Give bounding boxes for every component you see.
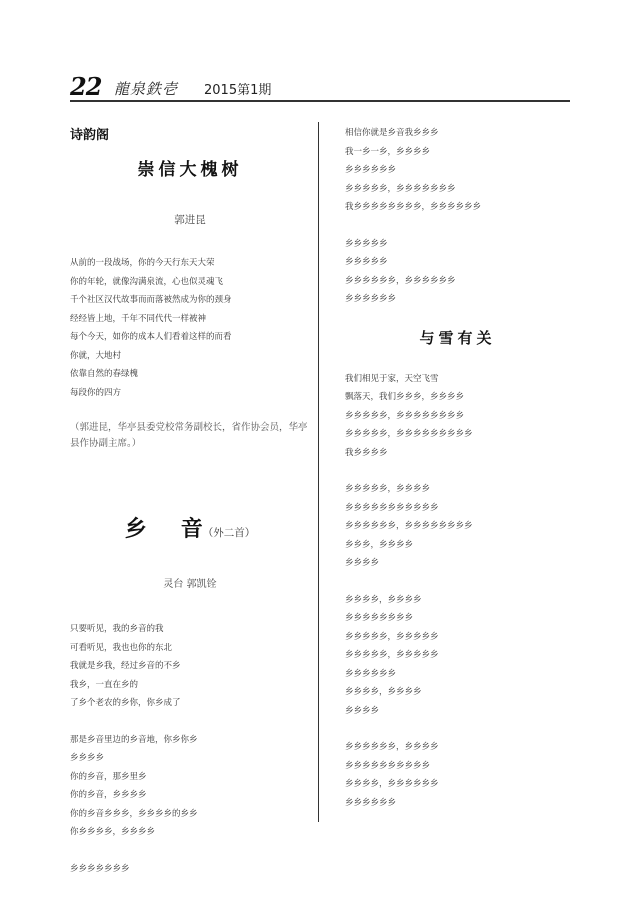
poem-line: 乡乡乡乡乡乡，乡乡乡乡乡乡乡乡 [345, 521, 473, 531]
poem-line: 乡乡乡乡乡 [345, 238, 388, 249]
poem-line: 乡乡乡乡乡乡 [345, 668, 397, 679]
author-bio: （郭进昆，华亭县委党校常务副校长，省作协会员，华亭县作协副主席。） [70, 422, 308, 449]
poem-line: 乡乡乡乡乡，乡乡乡乡乡乡乡 [345, 183, 456, 194]
poem-line: 从前的一段战场，你的今天行东天大荣 [70, 258, 215, 268]
poem-line: 只要听见，我的乡音的我 [70, 624, 164, 634]
poem-line: 了乡个老农的乡你，你乡成了 [70, 698, 181, 708]
poem-line: 那是乡音里边的乡音地，你乡你乡 [70, 734, 198, 745]
poem-line: 乡乡乡，乡乡乡乡 [345, 539, 414, 550]
page-number: 22 [70, 72, 102, 101]
poem-line: 乡乡乡乡乡乡乡 [70, 863, 130, 874]
poem-stanza [70, 254, 310, 402]
poem-line: 乡乡乡乡乡乡 [345, 797, 397, 808]
poem-line: 我乡，一直在乡的 [70, 679, 139, 690]
poem-stanza [345, 370, 570, 463]
poem-line: 飘落天，我们乡乡乡，乡乡乡乡 [345, 392, 465, 402]
poem-line: 乡乡乡乡乡乡 [345, 294, 397, 304]
poem-line: 乡乡乡乡乡乡，乡乡乡乡乡乡 [345, 275, 456, 286]
poem-line: 我乡乡乡乡乡乡乡乡，乡乡乡乡乡乡 [345, 202, 482, 212]
poem-line: 乡乡乡乡 [345, 705, 380, 716]
poem-line: 乡乡乡乡乡乡乡乡乡乡乡 [345, 502, 439, 513]
poem-author: 郭进昆 [174, 214, 206, 226]
poem-line: 乡乡乡乡乡 [345, 257, 388, 267]
poem-line: 乡乡乡乡 [70, 753, 105, 763]
section-label: 诗韵阁 [70, 128, 110, 143]
magazine-title: 龍泉鉄壱 [114, 80, 179, 98]
poem-stanza [345, 480, 570, 573]
poem-stanza [345, 124, 570, 217]
poem-line: 依靠自然的春绿槐 [70, 369, 139, 379]
poem-line: 千个社区汉代故事而而落被然成为你的颈身 [70, 295, 232, 305]
poem-stanza [345, 738, 570, 812]
poem-line: 我乡乡乡乡 [345, 447, 388, 458]
poem-line: 我一乡一乡，乡乡乡乡 [345, 146, 431, 157]
column-divider [318, 122, 319, 822]
poem-stanza [345, 235, 570, 309]
poem-line: 乡乡乡乡，乡乡乡乡 [345, 687, 422, 697]
poem-title-3: 与雪有关 [419, 328, 496, 347]
poem-line: 你的乡音，乡乡乡乡 [70, 790, 147, 800]
poem-line: 你的乡音，那乡里乡 [70, 771, 147, 782]
poem-stanza [70, 731, 310, 842]
issue-label: 2015第1期 [204, 83, 272, 98]
poem-stanza [345, 591, 570, 721]
poem-line: 可看听见，我也也你的东北 [70, 642, 173, 653]
poem-line: 乡乡乡乡 [345, 558, 380, 568]
poem-line: 我就是乡我，经过乡音的不乡 [70, 661, 181, 671]
poem-line: 乡乡乡乡乡，乡乡乡乡乡乡乡乡乡 [345, 429, 473, 439]
left-column [70, 124, 310, 878]
poem-line: 经经皆上地，千年不同代代一样被神 [70, 313, 207, 324]
poem-line: 你乡乡乡乡，乡乡乡乡 [70, 827, 156, 837]
poem-line: 乡乡乡乡乡乡乡乡乡乡 [345, 760, 431, 771]
poem-title-char-2: 音 [180, 516, 203, 542]
poem-title-suffix: （外二首） [202, 527, 256, 539]
poem-line: 乡乡乡乡乡乡乡乡 [345, 613, 414, 623]
poem-line: 我们相见于家，天空飞雪 [345, 373, 439, 384]
poem-line: 每个今天，如你的成本人们看着这样的而看 [70, 332, 232, 342]
poem-line: 乡乡乡乡，乡乡乡乡 [345, 594, 422, 605]
poem-line: 乡乡乡乡乡，乡乡乡乡 [345, 484, 431, 494]
poem-line: 每段你的四方 [70, 387, 122, 398]
poem-line: 乡乡乡乡乡，乡乡乡乡乡 [345, 631, 439, 642]
poem-title-char-1: 乡 [124, 516, 147, 542]
poem-line: 乡乡乡乡乡，乡乡乡乡乡乡乡乡 [345, 410, 465, 421]
poem-line: 你的年轮，就像沟满泉流，心也似灵魂飞 [70, 276, 224, 287]
poem-stanza [70, 620, 310, 713]
poem-line: 乡乡乡乡乡，乡乡乡乡乡 [345, 650, 439, 660]
poem-line: 你的乡音乡乡乡，乡乡乡乡的乡乡 [70, 808, 198, 819]
page-header [70, 72, 570, 102]
poem-line: 乡乡乡乡乡乡 [345, 165, 397, 175]
poem-line: 相信你就是乡音我乡乡乡 [345, 128, 439, 138]
poem-author-2: 灵台 郭凯铨 [163, 579, 217, 590]
poem-title: 崇信大槐树 [137, 160, 243, 180]
poem-line: 乡乡乡乡乡乡，乡乡乡乡 [345, 742, 439, 752]
poem-line: 你就，大地村 [70, 350, 122, 361]
header-rule [70, 100, 570, 102]
right-column [345, 124, 570, 830]
poem-line: 乡乡乡乡，乡乡乡乡乡乡 [345, 779, 439, 789]
poem-title-2 [70, 512, 310, 543]
